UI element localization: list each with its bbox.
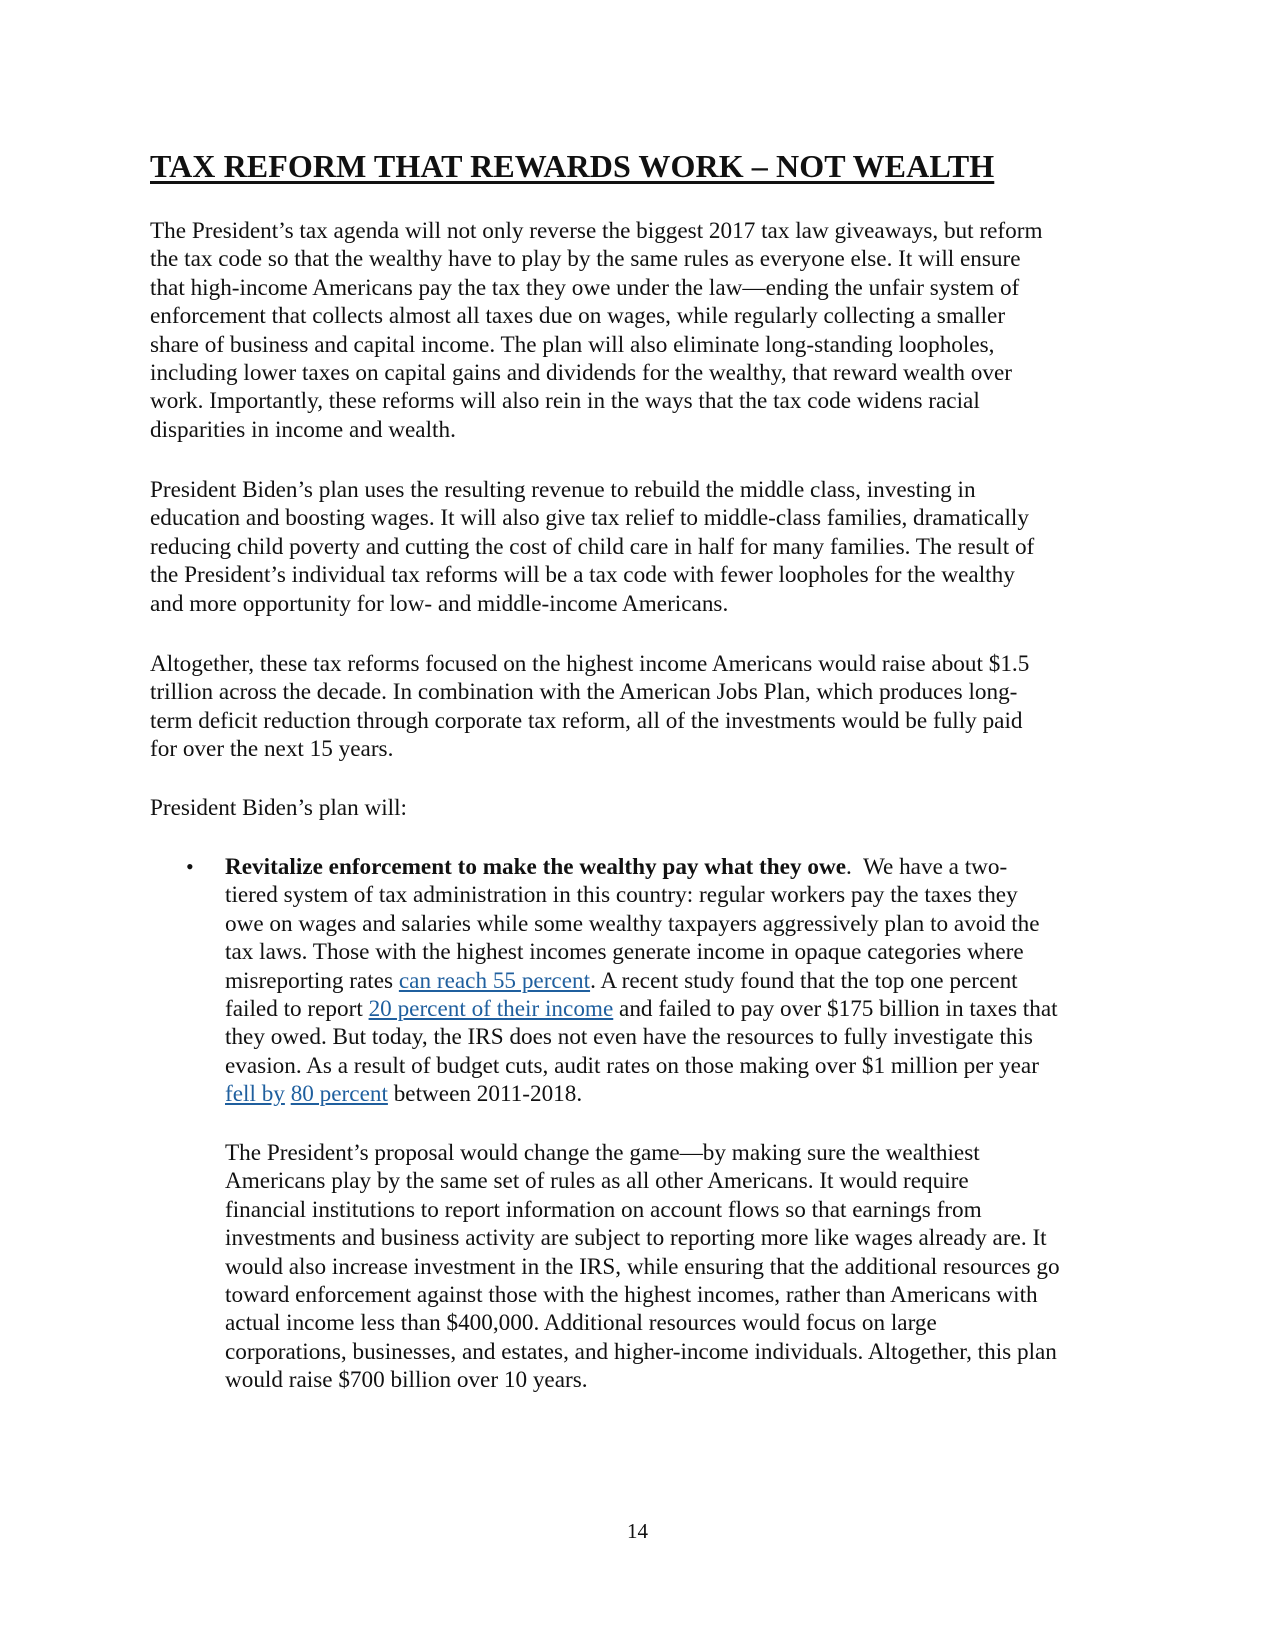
text-line: toward enforcement against those with the highest incomes, rather than Americans with — [225, 1282, 1038, 1309]
link-unreported-income[interactable]: 20 percent of their income — [368, 996, 614, 1023]
text-line: and more opportunity for low- and middle-income Americans. — [150, 590, 729, 617]
text-line: they owed. But today, the IRS does not even have the resources to fully investigate this — [225, 1024, 1033, 1051]
text-line: Americans play by the same set of rules as all other Americans. It would require — [225, 1168, 969, 1195]
page-title: TAX REFORM THAT REWARDS WORK – NOT WEALTH — [150, 148, 995, 184]
paragraph-tax-agenda — [150, 217, 1135, 444]
text-line: owe on wages and salaries while some wealthy taxpayers aggressively plan to avoid the — [225, 910, 1040, 937]
text-line: enforcement that collects almost all taxes due on wages, while regularly collecting a smaller — [150, 303, 1006, 330]
text-line: term deficit reduction through corporate tax reform, all of the investments would be fully paid — [150, 707, 1023, 734]
text-line: tax laws. Those with the highest incomes generate income in opaque categories where — [225, 939, 1024, 966]
plan-intro — [150, 794, 1135, 822]
bullet-enforcement — [225, 853, 1145, 1109]
text-line — [225, 967, 1145, 995]
bullet-proposal-paragraph — [225, 1139, 1145, 1395]
text-line: tiered system of tax administration in this country: regular workers pay the taxes they — [225, 882, 1018, 909]
text-line: work. Importantly, these reforms will also rein in the ways that the tax code widens racial — [150, 388, 980, 415]
bullet-heading-end: . — [846, 854, 852, 880]
link-fell-by[interactable]: fell by — [225, 1081, 285, 1108]
bullet-icon: • — [186, 854, 194, 879]
paragraph-middle-class — [150, 476, 1135, 618]
text-line: President Biden’s plan uses the resulting revenue to rebuild the middle class, investing in — [150, 477, 976, 503]
text-line: would also increase investment in the IRS, while ensuring that the additional resources go — [225, 1253, 1060, 1280]
text-line: trillion across the decade. In combination with the American Jobs Plan, which produces long- — [150, 679, 1018, 706]
text-line: the tax code so that the wealthy have to play by the same rules as everyone else. It will ensure — [150, 246, 1021, 273]
text-line: including lower taxes on capital gains and dividends for the wealthy, that reward wealth over — [150, 360, 1012, 387]
text-segment: and failed to pay over $175 billion in taxes that — [613, 996, 1058, 1023]
text-line: education and boosting wages. It will also give tax relief to middle-class families, dramatically — [150, 505, 1029, 532]
text-segment: We have a two- — [851, 854, 1008, 880]
text-line: that high-income Americans pay the tax they owe under the law—ending the unfair system of — [150, 274, 1020, 301]
text-line: evasion. As a result of budget cuts, audit rates on those making over $1 million per year — [225, 1052, 1039, 1079]
text-segment: misreporting rates — [225, 967, 399, 994]
text-line — [225, 1080, 1145, 1108]
text-segment: . A recent study found that the top one percent — [590, 967, 1018, 994]
bullet-heading: Revitalize enforcement to make the wealthy pay what they owe — [225, 854, 846, 880]
text-line — [225, 853, 1145, 881]
page-number: 14 — [627, 1519, 648, 1543]
text-line: share of business and capital income. The plan will also eliminate long-standing loopholes, — [150, 331, 995, 358]
text-line: corporations, businesses, and estates, and higher-income individuals. Altogether, this plan — [225, 1338, 1057, 1365]
text-line: financial institutions to report information on account flows so that earnings from — [225, 1196, 982, 1223]
text-line: The President’s proposal would change the game—by making sure the wealthiest — [225, 1140, 980, 1166]
text-line: disparities in income and wealth. — [150, 416, 456, 443]
text-line: Altogether, these tax reforms focused on the highest income Americans would raise about $1.5 — [150, 651, 1030, 677]
text-line: for over the next 15 years. — [150, 736, 394, 763]
text-segment: between 2011-2018. — [387, 1081, 583, 1108]
text-line: The President’s tax agenda will not only reverse the biggest 2017 tax law giveaways, but reform — [150, 218, 1043, 244]
text-segment: failed to report — [225, 996, 369, 1023]
paragraph-revenue — [150, 650, 1135, 764]
link-misreporting-rates[interactable]: can reach 55 percent — [398, 967, 591, 994]
text-line: the President’s individual tax reforms will be a tax code with fewer loopholes for the wealthy — [150, 562, 1015, 589]
text-line: would raise $700 billion over 10 years. — [225, 1367, 588, 1394]
text-line: President Biden’s plan will: — [150, 795, 407, 821]
text-line: reducing child poverty and cutting the cost of child care in half for many families. The result of — [150, 533, 1035, 560]
text-line: investments and business activity are subject to reporting more like wages already are. It — [225, 1225, 1047, 1252]
text-line — [225, 995, 1145, 1023]
link-80-percent[interactable]: 80 percent — [290, 1081, 388, 1108]
text-line: actual income less than $400,000. Additional resources would focus on large — [225, 1310, 937, 1337]
